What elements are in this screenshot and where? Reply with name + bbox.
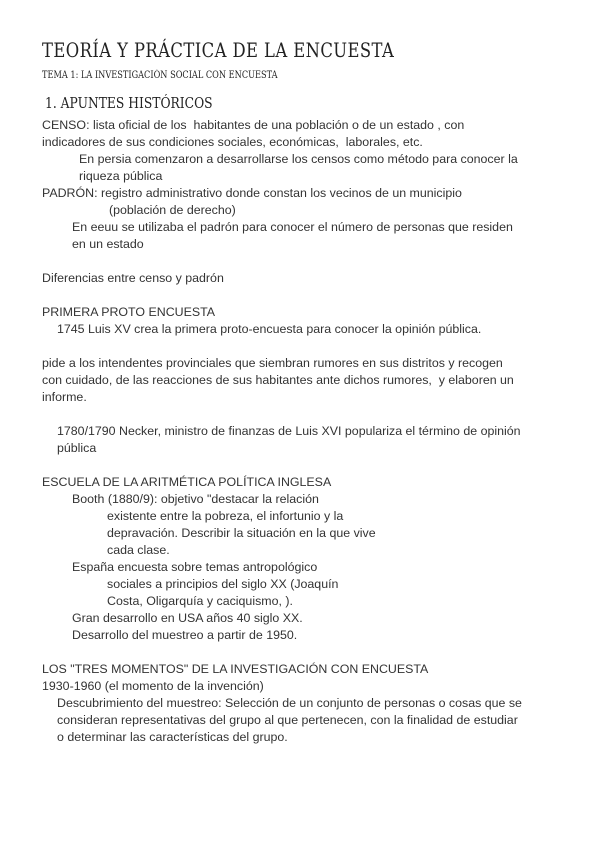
espana-line-1: España encuesta sobre temas antropológico [72,560,318,574]
muestreo-line: Desarrollo del muestreo a partir de 1950. [72,628,298,642]
momento-1-line: 1930-1960 (el momento de la invención) [42,679,264,693]
eeuu-line-2: en un estado [72,237,144,251]
persia-line-1: En persia comenzaron a desarrollarse los censos como método para conocer la [79,152,518,166]
descubrimiento-line-2: consideran representativas del grupo al que pertenecen, con la finalidad de estudiar [57,713,518,727]
booth-line-1: Booth (1880/9): objetivo "destacar la relación [72,492,319,506]
necker-line-2: pública [57,441,97,455]
usa-line: Gran desarrollo en USA años 40 siglo XX. [72,611,303,625]
diferencias-line: Diferencias entre censo y padrón [42,271,224,285]
proto-heading: PRIMERA PROTO ENCUESTA [42,305,216,319]
document-subtitle: TEMA 1: LA INVESTIGACIÓN SOCIAL CON ENCUESTA [42,70,278,81]
pide-line-1: pide a los intendentes provinciales que siembran rumores en sus distritos y recogen [42,356,503,370]
booth-line-3: depravación. Describir la situación en la que vive [107,526,376,540]
espana-line-3: Costa, Oligarquía y caciquismo, ). [107,594,293,608]
censo-line-1: CENSO: lista oficial de los habitantes de una población o de un estado , con [42,118,465,132]
document-title: TEORÍA Y PRÁCTICA DE LA ENCUESTA [42,38,395,62]
descubrimiento-line-3: o determinar las características del grupo. [57,730,288,744]
pide-line-2: con cuidado, de las reacciones de sus habitantes ante dichos rumores, y elaboren un [42,373,514,387]
section-heading: 1. APUNTES HISTÓRICOS [45,94,213,112]
escuela-heading: ESCUELA DE LA ARITMÉTICA POLÍTICA INGLESA [42,475,332,489]
espana-line-2: sociales a principios del siglo XX (Joaquín [107,577,339,591]
eeuu-line-1: En eeuu se utilizaba el padrón para conocer el número de personas que residen [72,220,513,234]
padron-line-2: (población de derecho) [109,203,236,217]
pide-line-3: informe. [42,390,87,404]
necker-line-1: 1780/1790 Necker, ministro de finanzas de Luis XVI populariza el término de opinión [57,424,521,438]
descubrimiento-line-1: Descubrimiento del muestreo: Selección de un conjunto de personas o cosas que se [57,696,522,710]
censo-line-2: indicadores de sus condiciones sociales, económicas, laborales, etc. [42,135,423,149]
padron-line-1: PADRÓN: registro administrativo donde constan los vecinos de un municipio [42,186,462,200]
momentos-heading: LOS "TRES MOMENTOS" DE LA INVESTIGACIÓN CON ENCUESTA [42,662,429,676]
booth-line-4: cada clase. [107,543,170,557]
persia-line-2: riqueza pública [79,169,163,183]
proto-1745-line: 1745 Luis XV crea la primera proto-encuesta para conocer la opinión pública. [57,322,482,336]
booth-line-2: existente entre la pobreza, el infortunio y la [107,509,344,523]
